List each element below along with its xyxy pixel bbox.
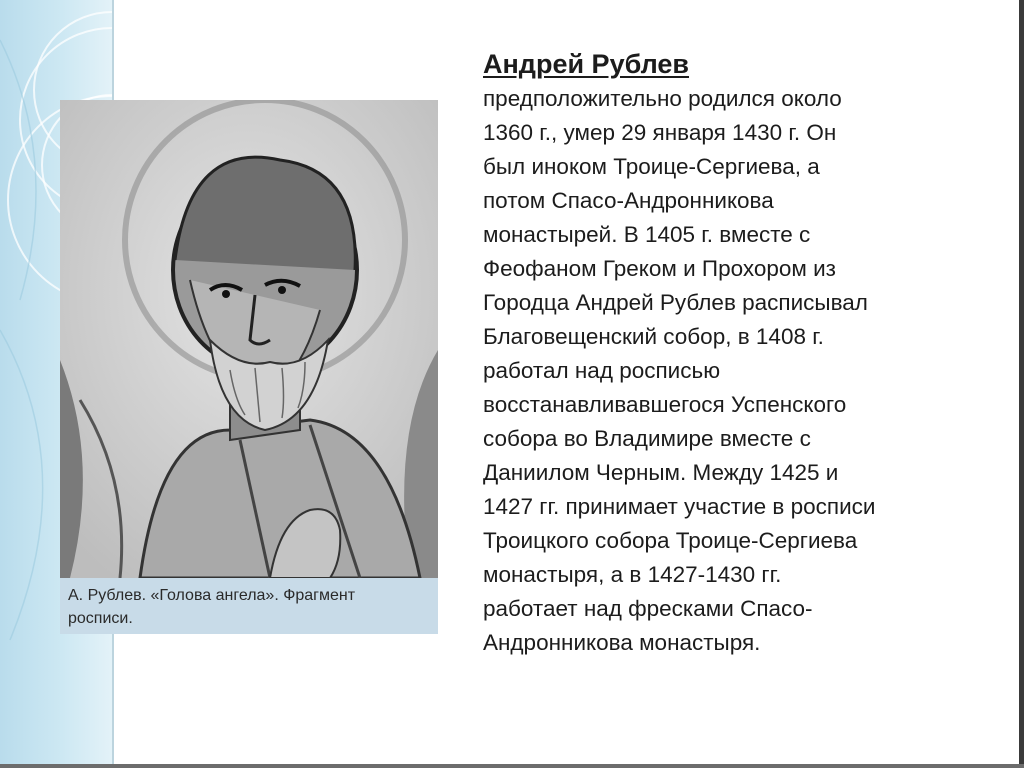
body-line: Благовещенский собор, в 1408 г. [483, 324, 824, 349]
fresco-image [60, 100, 438, 634]
body-line: монастырей. В 1405 г. вместе с [483, 222, 811, 247]
text-block [483, 46, 988, 660]
body-line: Феофаном Греком и Прохором из [483, 256, 837, 281]
body-line: собора во Владимире вместе с [483, 426, 811, 451]
angel-head-fresco-illustration [60, 100, 438, 578]
body-line: потом Спасо-Андронникова [483, 188, 774, 213]
body-line: работает над фресками Спасо- [483, 596, 813, 621]
body-line: работал над росписью [483, 358, 721, 383]
body-line: предположительно родился около [483, 86, 842, 111]
caption-line: росписи. [68, 610, 133, 627]
body-line: Троицкого собора Троице-Сергиева [483, 528, 858, 553]
body-line: Даниилом Черным. Между 1425 и [483, 460, 839, 485]
body-line: 1427 гг. принимает участие в росписи [483, 494, 876, 519]
body-line: монастыря, а в 1427-1430 гг. [483, 562, 782, 587]
body-line: восстанавливавшегося Успенского [483, 392, 847, 417]
body-text [483, 82, 988, 660]
bottom-frame-edge [0, 764, 1024, 768]
slide-title: Андрей Рублев [483, 49, 689, 79]
right-frame-edge [1019, 0, 1024, 768]
body-line: 1360 г., умер 29 января 1430 г. Он [483, 120, 837, 145]
body-line: Городца Андрей Рублев расписывал [483, 290, 868, 315]
body-line: был иноком Троице-Сергиева, а [483, 154, 820, 179]
image-caption [60, 578, 438, 634]
caption-line: А. Рублев. «Голова ангела». Фрагмент [68, 587, 356, 604]
body-line: Андронникова монастыря. [483, 630, 761, 655]
